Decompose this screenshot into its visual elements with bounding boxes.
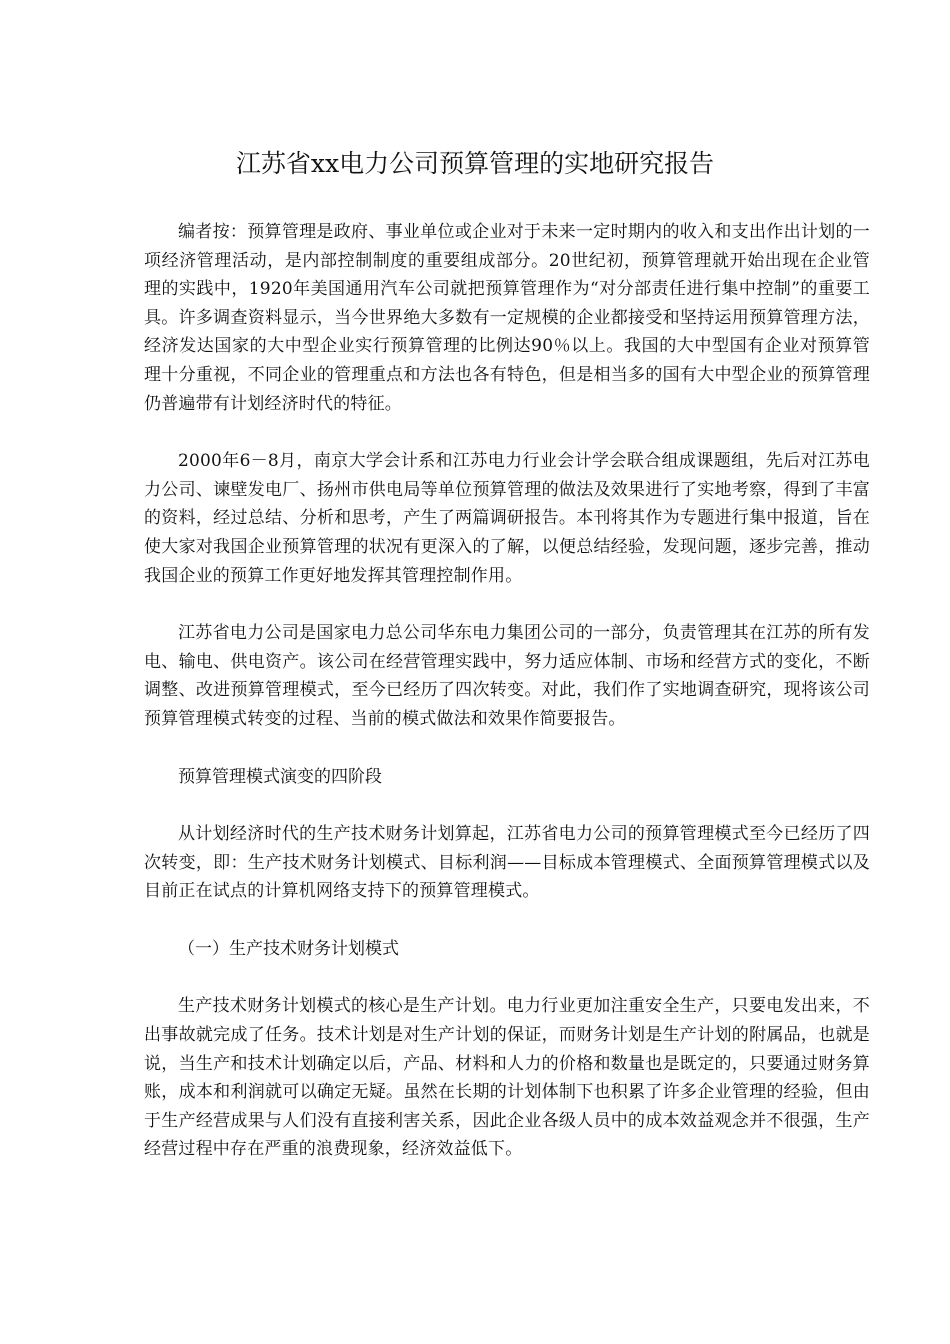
editor-note-paragraph: 编者按：预算管理是政府、事业单位或企业对于未来一定时期内的收入和支出作出计划的一项经济管理活动，是内部控制制度的重要组成部分。20世纪初，预算管理就开始出现在企业管理的实践中，1920年美国通用汽车公司就把预算管理作为“对分部责任进行集中控制”的重要工具。许多调查资料显示，当今世界绝大多数有一定规模的企业都接受和坚持运用预算管理方法，经济发达国家的大中型企业实行预算管理的比例达90％以上。我国的大中型国有企业对预算管理十分重视，不同企业的管理重点和方法也各有特色，但是相当多的国有大中型企业的预算管理仍普遍带有计划经济时代的特征。 bbox=[144, 222, 870, 414]
company-intro-paragraph: 江苏省电力公司是国家电力总公司华东电力集团公司的一部分，负责管理其在江苏的所有发电、输电、供电资产。该公司在经营管理实践中，努力适应体制、市场和经营方式的变化，不断调整、改进预算管理模式，至今已经历了四次转变。对此，我们作了实地调查研究，现将该公司预算管理模式转变的过程、当前的模式做法和效果作简要报告。 bbox=[144, 623, 870, 729]
section-paragraph: 从计划经济时代的生产技术财务计划算起，江苏省电力公司的预算管理模式至今已经历了四次转变，即：生产技术财务计划模式、目标利润——目标成本管理模式、全面预算管理模式以及目前正在试点的计算机网络支持下的预算管理模式。 bbox=[144, 824, 870, 902]
subsection-paragraph: 生产技术财务计划模式的核心是生产计划。电力行业更加注重安全生产，只要电发出来，不出事故就完成了任务。技术计划是对生产计划的保证，而财务计划是生产计划的附属品，也就是说，当生产和技术计划确定以后，产品、材料和人力的价格和数量也是既定的，只要通过财务算账，成本和利润就可以确定无疑。虽然在长期的计划体制下也积累了许多企业管理的经验，但由于生产经营成果与人们没有直接利害关系，因此企业各级人员中的成本效益观念并不很强，生产经营过程中存在严重的浪费现象，经济效益低下。 bbox=[144, 996, 870, 1160]
subsection-heading: （一）生产技术财务计划模式 bbox=[178, 938, 399, 959]
research-background-paragraph: 2000年6－8月，南京大学会计系和江苏电力行业会计学会联合组成课题组，先后对江苏电力公司、谏壁发电厂、扬州市供电局等单位预算管理的做法及效果进行了实地考察，得到了丰富的资料，经过总结、分析和思考，产生了两篇调研报告。本刊将其作为专题进行集中报道，旨在使大家对我国企业预算管理的状况有更深入的了解，以便总结经验，发现问题，逐步完善，推动我国企业的预算工作更好地发挥其管理控制作用。 bbox=[144, 451, 870, 586]
document-body bbox=[144, 218, 870, 1193]
section-heading: 预算管理模式演变的四阶段 bbox=[178, 766, 382, 787]
document-title: 江苏省xx电力公司预算管理的实地研究报告 bbox=[235, 149, 715, 178]
